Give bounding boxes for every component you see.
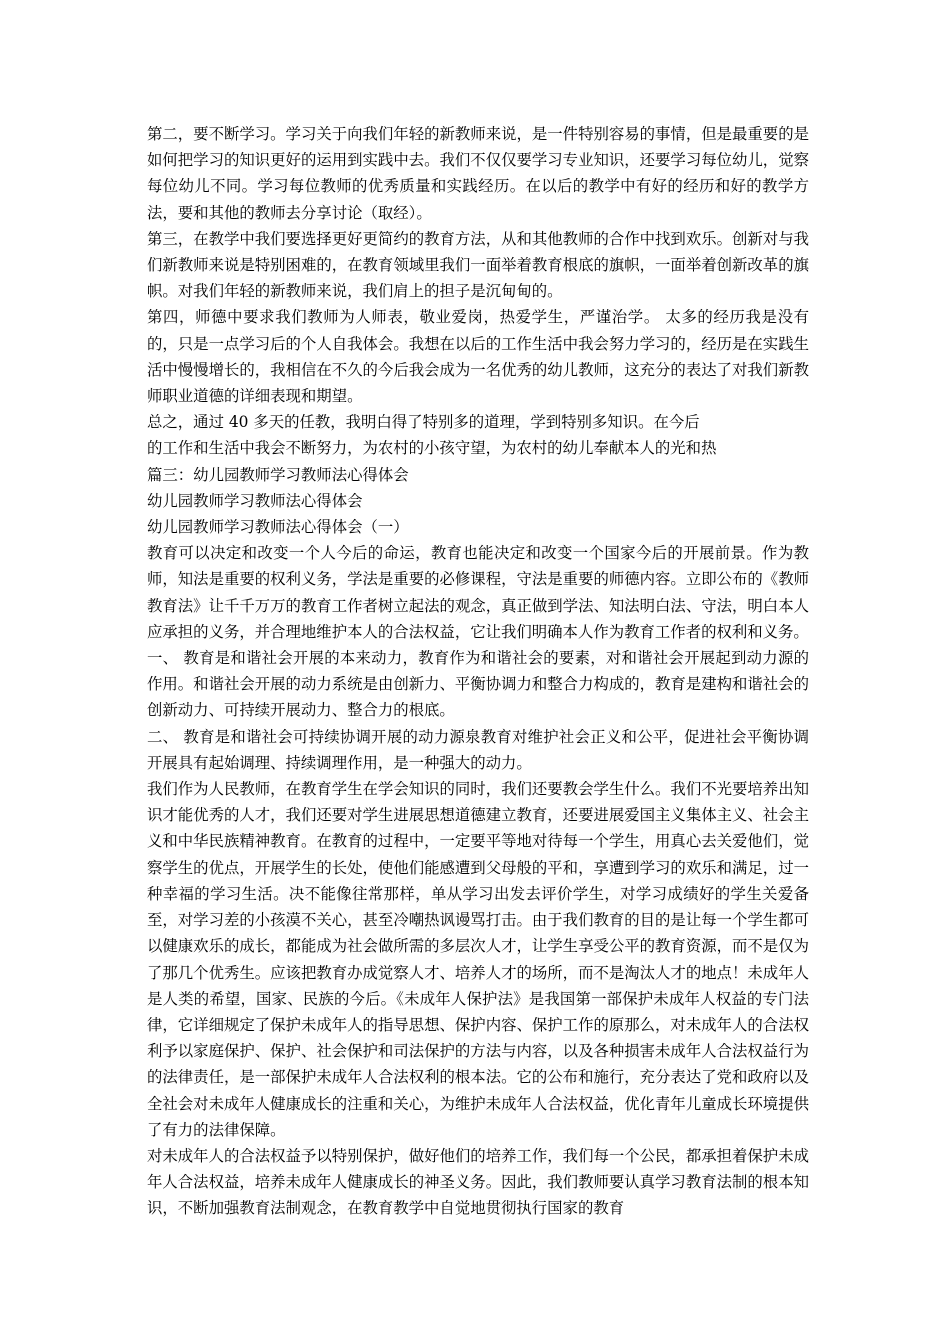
article-subtitle: 幼儿园教师学习教师法心得体会（一） bbox=[147, 518, 409, 537]
paragraph-intro: 教育可以决定和改变一个人今后的命运，教育也能决定和改变一个国家今后的开展前景。作为教师，知法是重要的权利义务，学法是重要的必修课程，守法是重要的师德内容。立即公布的《教师教育法》让千千万万的教育工作者树立起法的观念，真正做到学法、知法明白法、守法，明白本人应承担的义务，并合理地维护本人的合法权益，它让我们明确本人作为教育工作者的权利和义务。 bbox=[147, 544, 809, 641]
paragraph-third: 第三，在教学中我们要选择更好更简约的教育方法，从和其他教师的合作中找到欢乐。创新对与我们新教师来说是特别困难的，在教育领域里我们一面举着教育根底的旗帜，一面举着创新改革的旗帜。对我们年轻的新教师来说，我们肩上的担子是沉甸甸的。 bbox=[147, 229, 809, 301]
paragraph-point-two: 二、 教育是和谐社会可持续协调开展的动力源泉教育对维护社会正义和公平，促进社会平衡协调开展具有起始调理、持续调理作用，是一种强大的动力。 bbox=[147, 727, 809, 772]
paragraph-second: 第二，要不断学习。学习关于向我们年轻的新教师来说，是一件特别容易的事情，但是最重要的是如何把学习的知识更好的运用到实践中去。我们不仅仅要学习专业知识，还要学习每位幼儿，觉察每位幼儿不同。学习每位教师的优秀质量和实践经历。在以后的教学中有好的经历和好的教学方法，要和其他的教师去分享讨论（取经）。 bbox=[147, 125, 809, 222]
article-heading: 篇三：幼儿园教师学习教师法心得体会 bbox=[147, 465, 409, 484]
paragraph-point-one: 一、 教育是和谐社会开展的本来动力，教育作为和谐社会的要素，对和谐社会开展起到动力源的作用。和谐社会开展的动力系统是由创新力、平衡协调力和整合力构成的，教育是建构和谐社会的创新动力、可持续开展动力、整合力的根底。 bbox=[147, 649, 809, 720]
paragraph-summary-line1: 总之，通过 40 多天的任教，我明白得了特别多的道理，学到特别多知识。在今后 bbox=[147, 413, 700, 432]
paragraph-summary-line2: 的工作和生活中我会不断努力，为农村的小孩守望，为农村的幼儿奉献本人的光和热 bbox=[147, 439, 717, 458]
article-title: 幼儿园教师学习教师法心得体会 bbox=[147, 491, 363, 510]
paragraph-protection: 对未成年人的合法权益予以特别保护，做好他们的培养工作，我们每一个公民，都承担着保护未成年人合法权益，培养未成年人健康成长的神圣义务。因此，我们教师要认真学习教育法制的根本知识，不断加强教育法制观念，在教育教学中自觉地贯彻执行国家的教育 bbox=[147, 1146, 809, 1218]
document-page bbox=[147, 121, 809, 1222]
paragraph-fourth: 第四，师德中要求我们教师为人师表，敬业爱岗，热爱学生，严谨治学。 太多的经历我是没有的，只是一点学习后的个人自我体会。我想在以后的工作生活中我会努力学习的，经历是在实践生活中慢慢增长的，我相信在不久的今后我会成为一名优秀的幼儿教师，这充分的表达了对我们新教师职业道德的详细表现和期望。 bbox=[147, 308, 809, 406]
paragraph-teacher-role: 我们作为人民教师，在教育学生在学会知识的同时，我们还要教会学生什么。我们不光要培养出知识才能优秀的人才，我们还要对学生进展思想道德建立教育，还要进展爱国主义集体主义、社会主义和中华民族精神教育。在教育的过程中，一定要平等地对待每一个学生，用真心去关爱他们，觉察学生的优点，开展学生的长处，使他们能感遭到父母般的平和，享遭到学习的欢乐和满足，过一种幸福的学习生活。决不能像往常那样，单从学习出发去评价学生，对学习成绩好的学生关爱备至，对学习差的小孩漠不关心，甚至冷嘲热讽谩骂打击。由于我们教育的目的是让每一个学生都可以健康欢乐的成长，都能成为社会做所需的多层次人才，让学生享受公平的教育资源，而不是仅为了那几个优秀生。应该把教育办成觉察人才、培养人才的场所，而不是淘汰人才的地点！未成年人是人类的希望，国家、民族的今后。《未成年人保护法》是我国第一部保护未成年人权益的专门法律，它详细规定了保护未成年人的指导思想、保护内容、保护工作的原那么，对未成年人的合法权利予以家庭保护、保护、社会保护和司法保护的方法与内容，以及各种损害未成年人合法权益行为的法律责任，是一部保护未成年人合法权利的根本法。它的公布和施行，充分表达了党和政府以及全社会对未成年人健康成长的注重和关心，为维护未成年人合法权益，优化青年儿童成长环境提供了有力的法律保障。 bbox=[147, 780, 809, 1139]
